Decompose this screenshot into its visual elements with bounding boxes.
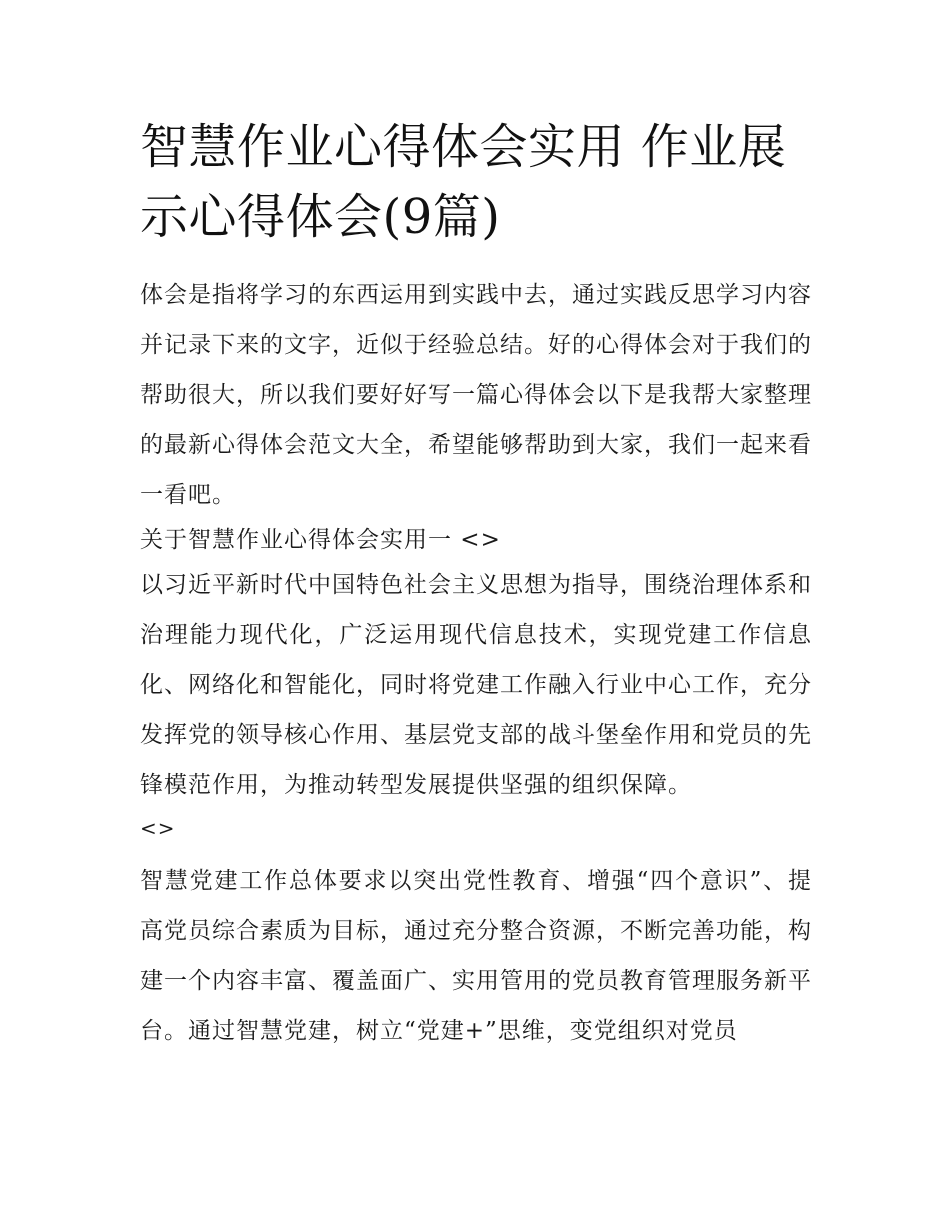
guiding-principle-paragraph: 以习近平新时代中国特色社会主义思想为指导，围绕治理体系和治理能力现代化，广泛运用现代信息技术，实现党建工作信息化、网络化和智能化，同时将党建工作融入行业中心工作，充分发挥党的领导核心作用、基层党支部的战斗堡垒作用和党员的先锋模范作用，为推动转型发展提供坚强的组织保障。: [140, 572, 812, 798]
section-marker: <>: [140, 816, 176, 840]
document-title: 智慧作业心得体会实用 作业展示心得体会(9篇): [140, 119, 787, 245]
section-heading: 关于智慧作业心得体会实用一 <>: [140, 527, 501, 553]
intro-paragraph: 体会是指将学习的东西运用到实践中去，通过实践反思学习内容并记录下来的文字，近似于经验总结。好的心得体会对于我们的帮助很大，所以我们要好好写一篇心得体会以下是我帮大家整理的最新心得体会范文大全，希望能够帮助到大家，我们一起来看一看吧。: [140, 282, 812, 508]
document-content: [140, 112, 812, 1056]
document-body: [140, 270, 812, 1056]
overall-requirements-paragraph: 智慧党建工作总体要求以突出党性教育、增强“四个意识”、提高党员综合素质为目标，通过充分整合资源，不断完善功能，构建一个内容丰富、覆盖面广、实用管用的党员教育管理服务新平台。通过智慧党建，树立“党建+”思维，变党组织对党员: [140, 868, 812, 1044]
